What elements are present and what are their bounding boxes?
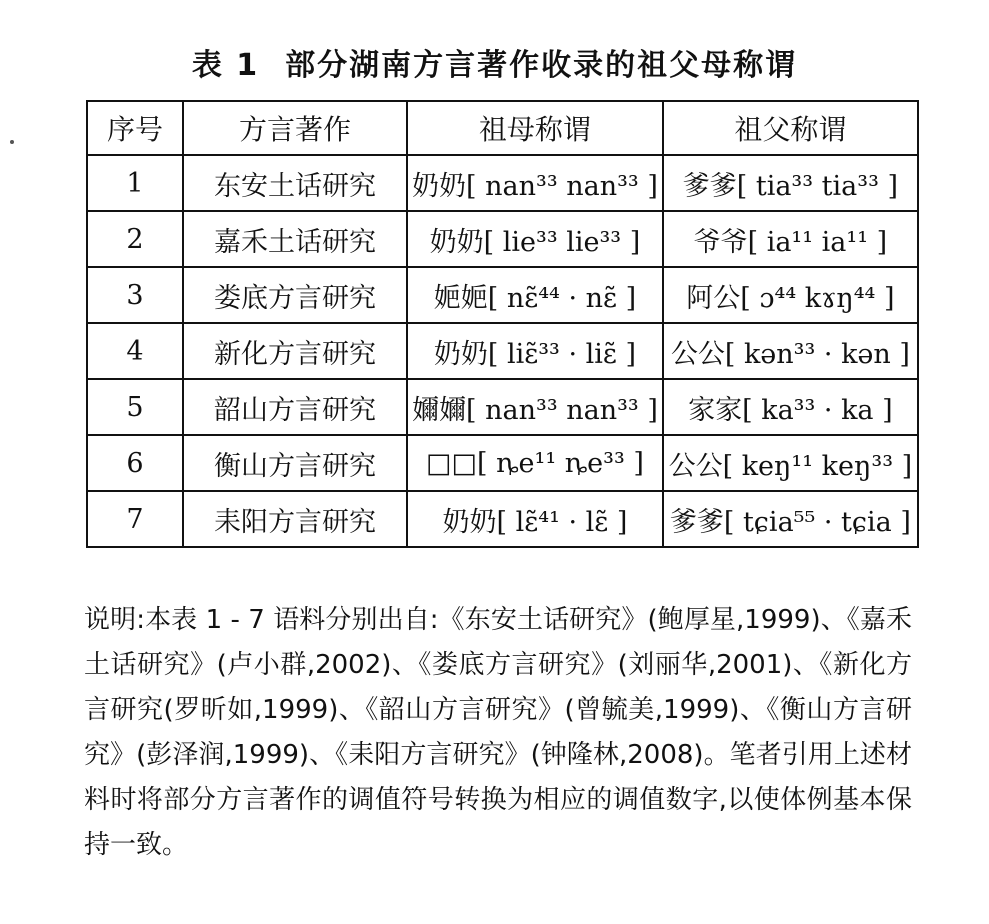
- cell-dialect-work: 嘉禾土话研究: [183, 211, 407, 267]
- scan-speck: [10, 140, 14, 144]
- cell-dialect-work: 韶山方言研究: [183, 379, 407, 435]
- cell-grandmother-term: □□[ ȵe¹¹ ȵe³³ ]: [407, 435, 663, 491]
- table-row: [87, 379, 918, 435]
- table-header-row: [87, 101, 918, 155]
- table-note: 说明:本表 1 - 7 语料分别出自:《东安土话研究》(鲍厚星,1999)、《嘉禾土话研究》(卢小群,2002)、《娄底方言研究》(刘丽华,2001)、《新化方言研究(罗昕如,1999)、《韶山方言研究》(曾毓美,1999)、《衡山方言研究》(彭泽润,1999)、《耒阳方言研究》(钟隆林,2008)。笔者引用上述材料时将部分方言著作的调值符号转换为相应的调值数字,以使体例基本保持一致。: [84, 605, 912, 860]
- cell-serial-number: 1: [87, 155, 183, 211]
- cell-grandfather-term: 爹爹[ tia³³ tia³³ ]: [663, 155, 918, 211]
- cell-grandmother-term: 㛂㛂[ nɛ̃⁴⁴ · nɛ̃ ]: [407, 267, 663, 323]
- caption-title: 部分湖南方言著作收录的祖父母称谓: [285, 48, 798, 83]
- cell-serial-number: 5: [87, 379, 183, 435]
- cell-serial-number: 3: [87, 267, 183, 323]
- table-row: [87, 155, 918, 211]
- cell-grandmother-term: 奶奶[ liɛ̃³³ · liɛ̃ ]: [407, 323, 663, 379]
- cell-grandfather-term: 爹爹[ tɕia⁵⁵ · tɕia ]: [663, 491, 918, 547]
- table-caption: [0, 40, 989, 84]
- cell-grandfather-term: 阿公[ ɔ⁴⁴ kɤŋ⁴⁴ ]: [663, 267, 918, 323]
- table-row: [87, 211, 918, 267]
- cell-serial-number: 4: [87, 323, 183, 379]
- cell-grandfather-term: 爷爷[ ia¹¹ ia¹¹ ]: [663, 211, 918, 267]
- caption-label: 表 1: [191, 48, 260, 83]
- table-row: [87, 491, 918, 547]
- cell-dialect-work: 娄底方言研究: [183, 267, 407, 323]
- header-dialect-work: 方言著作: [183, 101, 407, 155]
- cell-grandfather-term: 家家[ ka³³ · ka ]: [663, 379, 918, 435]
- header-grandmother-term: 祖母称谓: [407, 101, 663, 155]
- table-row: [87, 435, 918, 491]
- cell-grandfather-term: 公公[ keŋ¹¹ keŋ³³ ]: [663, 435, 918, 491]
- table-row: [87, 267, 918, 323]
- cell-serial-number: 6: [87, 435, 183, 491]
- header-serial-number: 序号: [87, 101, 183, 155]
- cell-dialect-work: 耒阳方言研究: [183, 491, 407, 547]
- table-row: [87, 323, 918, 379]
- header-grandfather-term: 祖父称谓: [663, 101, 918, 155]
- cell-grandfather-term: 公公[ kən³³ · kən ]: [663, 323, 918, 379]
- cell-dialect-work: 新化方言研究: [183, 323, 407, 379]
- cell-grandmother-term: 奶奶[ lie³³ lie³³ ]: [407, 211, 663, 267]
- cell-serial-number: 7: [87, 491, 183, 547]
- cell-grandmother-term: 奶奶[ nan³³ nan³³ ]: [407, 155, 663, 211]
- cell-serial-number: 2: [87, 211, 183, 267]
- cell-grandmother-term: 嬭嬭[ nan³³ nan³³ ]: [407, 379, 663, 435]
- cell-grandmother-term: 奶奶[ lɛ̃⁴¹ · lɛ̃ ]: [407, 491, 663, 547]
- cell-dialect-work: 东安土话研究: [183, 155, 407, 211]
- kinship-terms-table: [86, 100, 919, 548]
- cell-dialect-work: 衡山方言研究: [183, 435, 407, 491]
